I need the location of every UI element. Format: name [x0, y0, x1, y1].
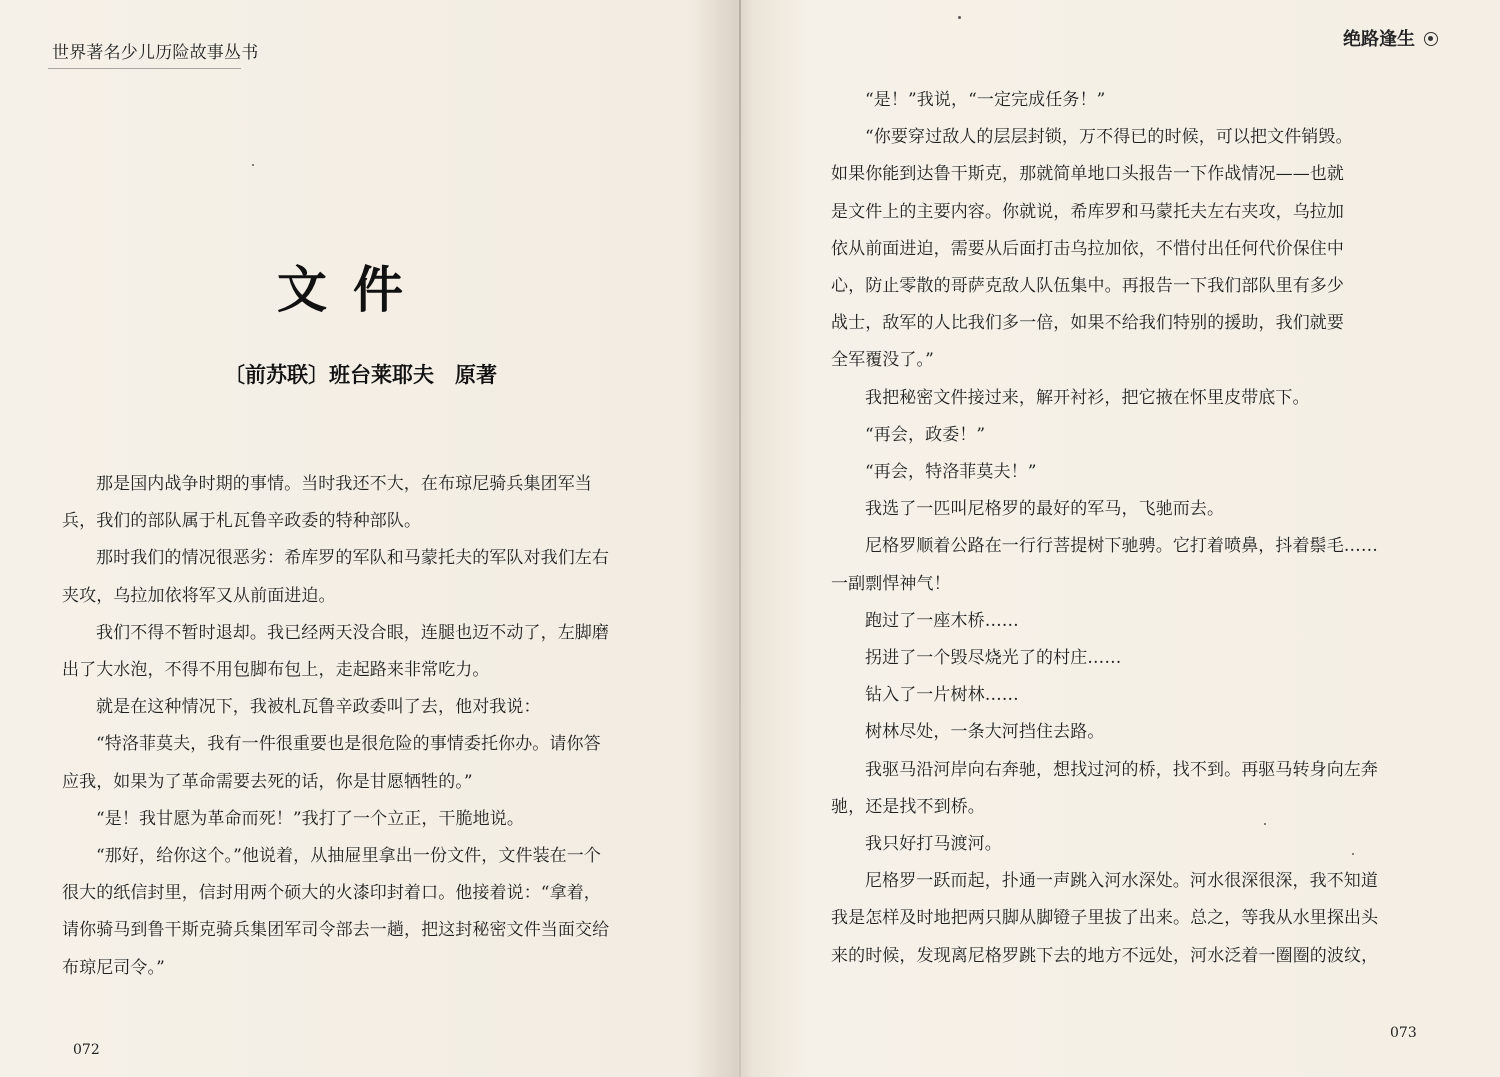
left-running-head-rule — [48, 68, 241, 69]
right-paragraph-10: 钻入了一片树林…… — [865, 685, 1019, 706]
scan-speck — [958, 16, 961, 19]
right-paragraph-3: 我把秘密文件接过来，解开衬衫，把它掖在怀里皮带底下。 — [865, 387, 1310, 408]
right-paragraph-7: 尼格罗顺着公路在一行行菩提树下驰骋。它打着喷鼻，抖着鬃毛…… 一副剽悍神气！ — [831, 536, 1378, 594]
right-paragraph-11: 树林尽处，一条大河挡住去路。 — [865, 722, 1105, 743]
right-paragraph-13: 我只好打马渡河。 — [865, 834, 1002, 855]
left-paragraph-2: 那时我们的情况很恶劣：希库罗的军队和马蒙托夫的军队对我们左右 夹攻，乌拉加依将军又从前面进迫。 — [62, 548, 609, 606]
left-paragraph-3: 我们不得不暂时退却。我已经两天没合眼，连腿也迈不动了，左脚磨 出了大水泡，不得不用包脚布包上，走起路来非常吃力。 — [62, 622, 609, 681]
scan-speck — [252, 164, 254, 166]
right-paragraph-9: 拐进了一个毁尽烧光了的村庄…… — [865, 648, 1122, 669]
scan-speck — [1352, 853, 1354, 855]
right-paragraph-8: 跑过了一座木桥…… — [865, 610, 1019, 631]
right-running-head: 绝路逢生 — [1343, 29, 1415, 50]
left-paragraph-7: “那好，给你这个。”他说着，从抽屉里拿出一份文件，文件装在一个 很大的纸信封里，信封用两个硕大的火漆印封着口。他接着说：“拿着， 请你骑马到鲁干斯克骑兵集团军司令部去一趟，把这封秘密文件当面交给 布琼尼司令。” — [62, 846, 610, 978]
left-page — [0, 0, 740, 1077]
scan-speck — [1264, 823, 1266, 825]
right-page-body — [831, 82, 1439, 975]
story-title: 文件 — [277, 260, 429, 319]
right-paragraph-14: 尼格罗一跃而起，扑通一声跳入河水深处。河水很深很深，我不知道 我是怎样及时地把两只脚从脚镫子里拔了出来。总之，等我从水里探出头 来的时候，发现离尼格罗跳下去的地方不远处，河水泛着一圈圈的波纹， — [831, 871, 1379, 966]
right-paragraph-6: 我选了一匹叫尼格罗的最好的军马，飞驰而去。 — [865, 499, 1225, 520]
right-page-number: 073 — [1390, 1025, 1417, 1041]
right-paragraph-5: “再会，特洛菲莫夫！” — [865, 462, 1037, 483]
left-paragraph-5: “特洛菲莫夫，我有一件很重要也是很危险的事情委托你办。请你答 应我，如果为了革命需要去死的话，你是甘愿牺牲的。” — [62, 734, 601, 792]
left-page-body — [62, 466, 670, 987]
right-paragraph-12: 我驱马沿河岸向右奔驰，想找过河的桥，找不到。再驱马转身向左奔 驰，还是找不到桥。 — [831, 759, 1378, 817]
left-running-head: 世界著名少儿历险故事丛书 — [52, 43, 259, 63]
left-page-number: 072 — [73, 1042, 100, 1058]
right-paragraph-2: “你要穿过敌人的层层封锁，万不得已的时候，可以把文件销毁。 如果你能到达鲁干斯克，那就简单地口头报告一下作战情况——也就 是文件上的主要内容。你就说，希库罗和马蒙托夫左右夹攻，乌拉加 依从前面进迫，需要从后面打击乌拉加依，不惜付出任何代价保住中 心，防止零散的哥萨克敌人队伍集中。再报告一下我们部队里有多少 战士，敌军的人比我们多一倍，如果不给我们特别的援助，我们就要 全军覆没了。” — [831, 127, 1353, 371]
left-paragraph-6: “是！我甘愿为革命而死！”我打了一个立正，干脆地说。 — [96, 808, 524, 829]
right-paragraph-1: “是！”我说，“一定完成任务！” — [865, 90, 1106, 110]
story-author-line: 〔前苏联〕班台莱耶夫 原著 — [224, 362, 497, 387]
left-paragraph-1: 那是国内战争时期的事情。当时我还不大，在布琼尼骑兵集团军当 兵，我们的部队属于札瓦鲁辛政委的特种部队。 — [62, 474, 592, 532]
right-paragraph-4: “再会，政委！” — [865, 424, 986, 445]
right-page — [760, 0, 1500, 1077]
running-head-circle-icon — [1424, 32, 1438, 46]
left-paragraph-4: 就是在这种情况下，我被札瓦鲁辛政委叫了去，他对我说： — [96, 697, 541, 718]
